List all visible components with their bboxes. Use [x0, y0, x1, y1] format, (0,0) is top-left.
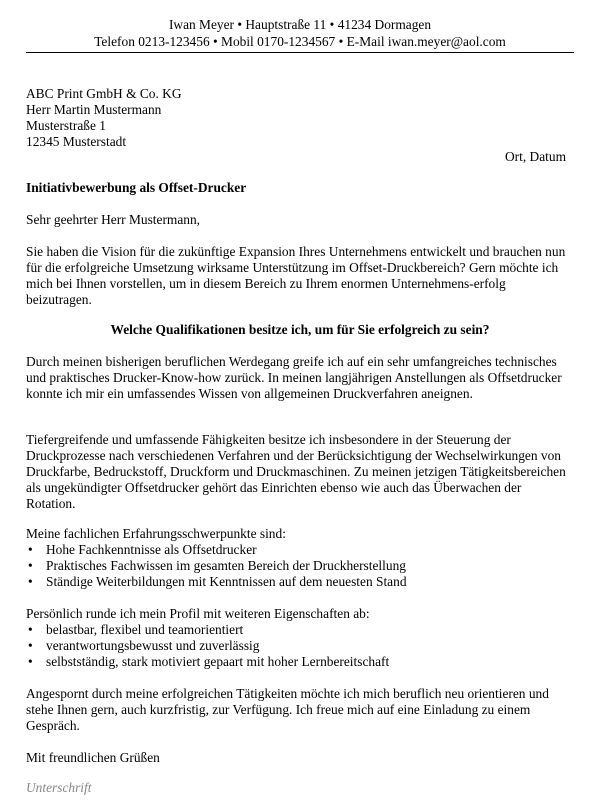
bullet-icon: • [28, 574, 33, 589]
expertise-section [26, 526, 574, 590]
bullet-icon: • [28, 542, 33, 557]
qualification-heading: Welche Qualifikationen besitze ich, um für Sie erfolgreich zu sein? [110, 322, 490, 337]
personal-section [26, 606, 574, 670]
list-item: • verantwortungsbewusst und zuverlässig [28, 638, 260, 653]
expertise-intro: Meine fachlichen Erfahrungsschwerpunkte sind: [26, 526, 286, 541]
closing-paragraph: Angespornt durch meine erfolgreichen Tätigkeiten möchte ich mich beruflich neu orientieren und stehe Ihnen gern, auch kurzfristig, zur Verfügung. Ich freue mich auf eine Einladung zu einem Gespräch. [26, 686, 549, 733]
recipient-address [26, 86, 574, 150]
closing-greeting: Mit freundlichen Grüßen [26, 750, 160, 765]
bullet-icon: • [28, 638, 33, 653]
list-item: • Ständige Weiterbildungen mit Kenntnissen auf dem neuesten Stand [28, 574, 407, 589]
expertise-list [26, 542, 574, 590]
recipient-name: Herr Martin Mustermann [26, 102, 162, 117]
intro-paragraph: Sie haben die Vision für die zukünftige Expansion Ihres Unternehmens entwickelt und brauchen nun für die erfolgreiche Umsetzung wirksame Unterstützung im Offset-Druckbereich? Gern möchte ich mich bei Ihnen vorstellen, um in diesem Bereich zu Ihrem enormen Unternehmens-erfolg beizutragen. [26, 244, 566, 307]
recipient-company: ABC Print GmbH & Co. KG [26, 86, 182, 101]
bullet-icon: • [28, 654, 33, 669]
list-item: • Hohe Fachkenntnisse als Offsetdrucker [28, 542, 257, 557]
list-item: • Praktisches Fachwissen im gesamten Bereich der Druckherstellung [28, 558, 406, 573]
salutation: Sehr geehrter Herr Mustermann, [26, 212, 201, 227]
experience-paragraph: Durch meinen bisherigen beruflichen Werdegang greife ich auf ein sehr umfangreiches technisches und praktisches Drucker-Know-how zurück. In meinen langjährigen Anstellungen als Offsetdrucker konnte ich mir ein umfassendes Wissen von allgemeinen Druckverfahren aneignen. [26, 354, 562, 401]
sender-contact: Telefon 0213-123456 • Mobil 0170-1234567 • E-Mail iwan.meyer@aol.com [94, 34, 506, 49]
bullet-icon: • [28, 622, 33, 637]
signature-placeholder: Unterschrift [26, 780, 92, 795]
recipient-city: 12345 Musterstadt [26, 134, 127, 149]
recipient-street: Musterstraße 1 [26, 118, 106, 133]
list-item: • selbstständig, stark motiviert gepaart mit hoher Lernbereitschaft [28, 654, 390, 669]
skills-paragraph: Tiefergreifende und umfassende Fähigkeiten besitze ich insbesondere in der Steuerung der Druckprozesse nach verschiedenen Verfahren und der Berücksichtigung der Wechselwirkungen von Druckfarbe, Bedruckstoff, Druckform und Druckmaschinen. Zu meinen jetzigen Tätigkeitsbereichen als ungekündigter Offsetdrucker gehört das Einrichten ebenso wie auch das Überwachen der Rotation. [26, 432, 566, 511]
sender-address: Iwan Meyer • Hauptstraße 11 • 41234 Dormagen [168, 17, 432, 32]
letterhead [26, 16, 574, 53]
list-item: • belastbar, flexibel und teamorientiert [28, 622, 244, 637]
personal-list [26, 622, 574, 670]
place-date: Ort, Datum [505, 149, 566, 164]
personal-intro: Persönlich runde ich mein Profil mit weiteren Eigenschaften ab: [26, 606, 370, 621]
subject-line: Initiativbewerbung als Offset-Drucker [26, 180, 247, 195]
bullet-icon: • [28, 558, 33, 573]
